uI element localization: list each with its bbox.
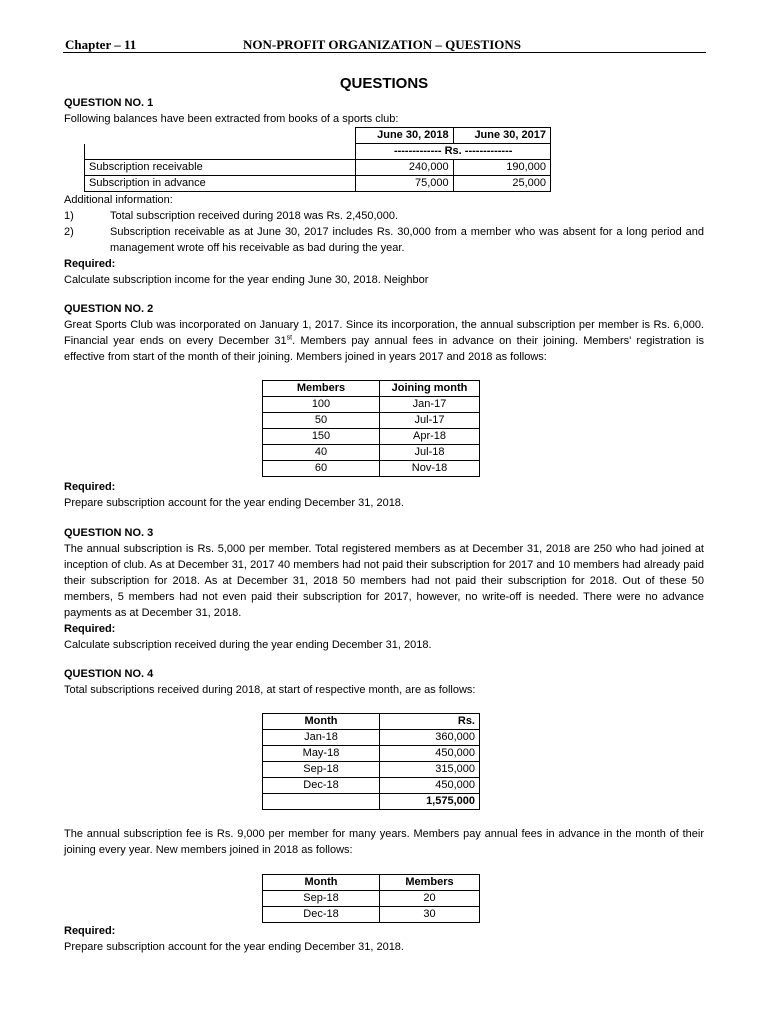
row-value-2017: 25,000 xyxy=(453,176,550,192)
table-row xyxy=(263,445,480,461)
q4-required-label: Required: xyxy=(64,925,116,937)
month-cell: Jul-17 xyxy=(380,413,480,429)
amount-cell: 315,000 xyxy=(380,762,480,778)
month-cell: Jul-18 xyxy=(380,445,480,461)
table-row xyxy=(263,461,480,477)
row-value-2018: 75,000 xyxy=(356,176,453,192)
total-row xyxy=(263,794,480,810)
q4-para-block xyxy=(64,826,704,858)
row-value-2017: 190,000 xyxy=(453,160,550,176)
month-cell: Jan-17 xyxy=(380,397,480,413)
q1-item-1-number: 1) xyxy=(64,210,74,222)
q4-intro: Total subscriptions received during 2018, at start of respective month, are as follows: xyxy=(64,684,476,696)
q2-block xyxy=(64,301,704,365)
q4-t2-header-members: Members xyxy=(380,875,480,891)
q2-required-text: Prepare subscription account for the year ending December 31, 2018. xyxy=(64,497,404,509)
q2-paragraph xyxy=(64,317,704,365)
q3-required-text: Calculate subscription received during the year ending December 31, 2018. xyxy=(64,639,432,651)
total-label-cell xyxy=(263,794,380,810)
month-cell: May-18 xyxy=(263,746,380,762)
members-cell: 20 xyxy=(380,891,480,907)
q1-empty-cell xyxy=(85,128,356,144)
table-row xyxy=(85,160,551,176)
table-row xyxy=(263,730,480,746)
month-cell: Dec-18 xyxy=(263,907,380,923)
q4-header-month: Month xyxy=(263,714,380,730)
q4-header-block xyxy=(64,666,704,698)
q2-members-table xyxy=(262,380,480,477)
amount-cell: 360,000 xyxy=(380,730,480,746)
q1-blank-label xyxy=(85,144,356,160)
q1-item-1 xyxy=(64,208,704,224)
q1-item-2-number: 2) xyxy=(64,226,74,238)
month-cell: Dec-18 xyxy=(263,778,380,794)
q4-heading: QUESTION NO. 4 xyxy=(64,668,154,680)
q4-required-text: Prepare subscription account for the year ending December 31, 2018. xyxy=(64,941,404,953)
header-rule xyxy=(63,52,706,53)
q2-header-members: Members xyxy=(263,381,380,397)
members-cell: 100 xyxy=(263,397,380,413)
q4-header-rs: Rs. xyxy=(380,714,480,730)
q2-para-part2: . Members pay annual fees in advance on their joining. Members' registration is effective from start of the month of their joining. Members joined in years 2017 and 2018 as follows: xyxy=(64,335,704,363)
month-cell: Nov-18 xyxy=(380,461,480,477)
header-title: NON-PROFIT ORGANIZATION – QUESTIONS xyxy=(243,37,521,52)
amount-cell: 450,000 xyxy=(380,778,480,794)
table-row xyxy=(263,891,480,907)
q1-additional-label: Additional information: xyxy=(64,194,173,206)
q1-heading: QUESTION NO. 1 xyxy=(64,97,154,109)
q3-block xyxy=(64,525,704,653)
q3-required-label: Required: xyxy=(64,623,116,635)
q1-col2-header: June 30, 2017 xyxy=(453,128,550,144)
month-cell: Sep-18 xyxy=(263,891,380,907)
q1-item-2 xyxy=(64,224,704,256)
q1-header-block xyxy=(64,95,704,127)
members-cell: 150 xyxy=(263,429,380,445)
table-row xyxy=(263,778,480,794)
table-row xyxy=(263,907,480,923)
table-row xyxy=(263,413,480,429)
month-cell: Sep-18 xyxy=(263,762,380,778)
members-cell: 50 xyxy=(263,413,380,429)
q1-additional-block xyxy=(64,192,704,288)
q1-col1-header: June 30, 2018 xyxy=(356,128,453,144)
q2-required-label: Required: xyxy=(64,481,116,493)
q4-paragraph: The annual subscription fee is Rs. 9,000 per member for many years. Members pay annual fees in advance in the month of their joining every year. New members joined in 2018 as follows: xyxy=(64,828,704,856)
amount-cell: 450,000 xyxy=(380,746,480,762)
row-label: Subscription receivable xyxy=(85,160,356,176)
q1-balances-table xyxy=(84,127,551,192)
q4-t2-header-month: Month xyxy=(263,875,380,891)
q4-receipts-table xyxy=(262,713,480,810)
row-value-2018: 240,000 xyxy=(356,160,453,176)
table-row xyxy=(263,397,480,413)
row-label: Subscription in advance xyxy=(85,176,356,192)
table-row xyxy=(263,762,480,778)
members-cell: 30 xyxy=(380,907,480,923)
table-row xyxy=(85,176,551,192)
q2-para-part1: Great Sports Club was incorporated on January 1, 2017. Since its incorporation, the annual subscription per member is Rs. 6,000. Financial year ends on every December 31 xyxy=(64,319,704,347)
members-cell: 40 xyxy=(263,445,380,461)
q3-paragraph: The annual subscription is Rs. 5,000 per member. Total registered members as at December 31, 2018 are 250 who had joined at inception of club. As at December 31, 2017 40 members had not paid their subscription for 2017 and 10 members had already paid their subscription for 2018. As at December 31, 2018 50 members had not paid their subscription for 2018. Out of these 50 members, 5 members had not even paid their subscription for 2017, however, no write-off is needed. There were no advance payments as at December 31, 2018. xyxy=(64,543,704,619)
q1-intro: Following balances have been extracted from books of a sports club: xyxy=(64,113,399,125)
q4-required-block xyxy=(64,923,704,955)
q2-para-sup: st xyxy=(286,334,293,342)
page-title: QUESTIONS xyxy=(339,75,429,92)
q4-new-members-table xyxy=(262,874,480,923)
q1-unit-row: ------------- Rs. ------------- xyxy=(356,144,551,160)
q3-heading: QUESTION NO. 3 xyxy=(64,527,154,539)
month-cell: Apr-18 xyxy=(380,429,480,445)
q2-heading: QUESTION NO. 2 xyxy=(64,303,154,315)
q1-item-1-text: Total subscription received during 2018 was Rs. 2,450,000. xyxy=(110,210,399,222)
q1-required-label: Required: xyxy=(64,258,116,270)
table-row xyxy=(263,746,480,762)
page-header xyxy=(63,36,706,52)
q2-required-block xyxy=(64,479,704,511)
q2-header-month: Joining month xyxy=(380,381,480,397)
members-cell: 60 xyxy=(263,461,380,477)
q1-required-text: Calculate subscription income for the year ending June 30, 2018. Neighbor xyxy=(64,274,429,286)
q1-item-2-text: Subscription receivable as at June 30, 2017 includes Rs. 30,000 from a member who was absent for a long period and management wrote off his receivable as bad during the year. xyxy=(110,226,704,254)
table-row xyxy=(263,429,480,445)
total-amount-cell: 1,575,000 xyxy=(380,794,480,810)
chapter-label: Chapter – 11 xyxy=(65,37,137,52)
month-cell: Jan-18 xyxy=(263,730,380,746)
